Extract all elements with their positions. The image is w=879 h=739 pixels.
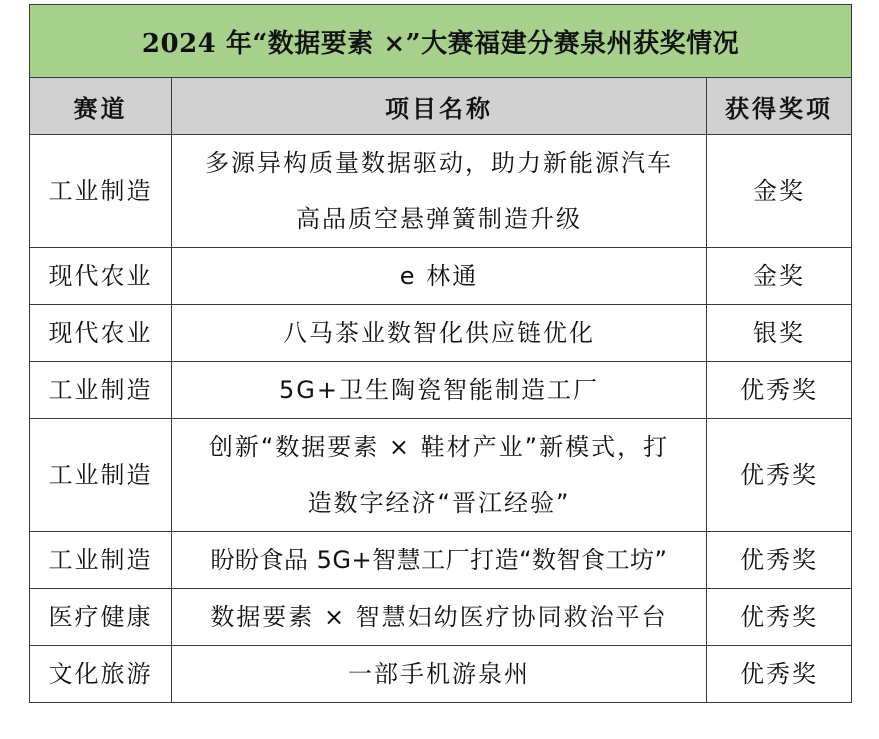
table-row <box>30 362 852 419</box>
table-row <box>30 248 852 305</box>
header-track: 赛道 <box>30 78 172 135</box>
header-award: 获得奖项 <box>707 78 852 135</box>
project-line: 八马茶业数智化供应链优化 <box>283 319 595 347</box>
cell-award: 优秀奖 <box>707 532 852 589</box>
cell-track: 文化旅游 <box>30 646 172 703</box>
cell-award: 优秀奖 <box>707 646 852 703</box>
cell-award: 优秀奖 <box>707 589 852 646</box>
cell-award: 金奖 <box>707 135 852 248</box>
table-row <box>30 305 852 362</box>
project-line: 盼盼食品 5G+智慧工厂打造“数智食工坊” <box>210 546 668 574</box>
cell-track: 工业制造 <box>30 419 172 532</box>
table-row <box>30 646 852 703</box>
awards-table <box>29 4 852 703</box>
cell-track: 医疗健康 <box>30 589 172 646</box>
cell-track: 工业制造 <box>30 532 172 589</box>
cell-project <box>172 646 707 703</box>
project-line: e 林通 <box>399 262 479 290</box>
cell-project <box>172 419 707 532</box>
project-line: 造数字经济“晋江经验” <box>307 489 571 517</box>
cell-track: 现代农业 <box>30 248 172 305</box>
cell-award: 优秀奖 <box>707 362 852 419</box>
project-line: 创新“数据要素 × 鞋材产业”新模式，打 <box>208 433 670 461</box>
project-line: 5G+卫生陶瓷智能制造工厂 <box>279 376 599 404</box>
cell-project <box>172 305 707 362</box>
cell-award: 金奖 <box>707 248 852 305</box>
cell-award: 优秀奖 <box>707 419 852 532</box>
cell-track: 现代农业 <box>30 305 172 362</box>
table-title: 2024 年“数据要素 ×”大赛福建分赛泉州获奖情况 <box>30 5 852 78</box>
cell-project <box>172 362 707 419</box>
cell-project <box>172 589 707 646</box>
project-line: 高品质空悬弹簧制造升级 <box>296 205 582 233</box>
header-project: 项目名称 <box>172 78 707 135</box>
project-line: 数据要素 × 智慧妇幼医疗协同救治平台 <box>210 603 668 631</box>
table-row <box>30 419 852 532</box>
table-row <box>30 532 852 589</box>
table-header-row <box>30 78 852 135</box>
cell-track: 工业制造 <box>30 135 172 248</box>
cell-project <box>172 248 707 305</box>
project-line: 一部手机游泉州 <box>348 660 530 688</box>
cell-project <box>172 532 707 589</box>
table-title-row <box>30 5 852 78</box>
cell-project <box>172 135 707 248</box>
table-row <box>30 589 852 646</box>
project-line: 多源异构质量数据驱动，助力新能源汽车 <box>205 149 673 177</box>
cell-track: 工业制造 <box>30 362 172 419</box>
table-row <box>30 135 852 248</box>
cell-award: 银奖 <box>707 305 852 362</box>
